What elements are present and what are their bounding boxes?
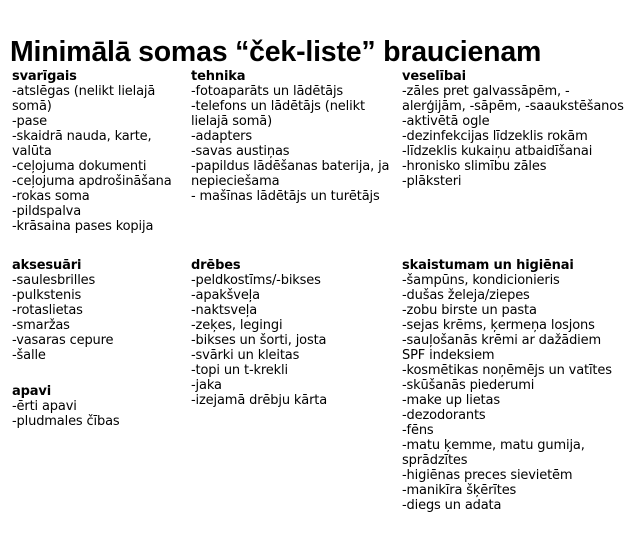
list-item: -higiēnas preces sievietēm: [402, 468, 573, 483]
list-item: -naktsveļa: [191, 303, 258, 318]
list-item: -saulesbrilles: [12, 273, 96, 288]
list-item: -zeķes, legingi: [191, 318, 283, 333]
list-item: -papildus lādēšanas baterija, ja nepieciešama: [191, 159, 390, 189]
list-item: -vasaras cepure: [12, 333, 114, 348]
list-item: -atslēgas (nelikt lielajā somā): [12, 84, 156, 114]
list-item: -diegs un adata: [402, 498, 502, 513]
list-item: -savas austiņas: [191, 144, 290, 159]
list-item: -rokas soma: [12, 189, 90, 204]
list-item: -jaka: [191, 378, 222, 393]
section-heading: veselībai: [402, 69, 466, 84]
list-item: -šampūns, kondicionieris: [402, 273, 560, 288]
list-item: -fotoaparāts un lādētājs: [191, 84, 344, 99]
list-item: -krāsaina pases kopija: [12, 219, 154, 234]
section-veseliba: [402, 69, 627, 189]
section-drebes: [191, 258, 396, 408]
item-list: [191, 273, 396, 408]
list-item: -aktivētā ogle: [402, 114, 490, 129]
item-list: [402, 84, 627, 189]
list-item: -hronisko slimību zāles: [402, 159, 547, 174]
section-heading: skaistumam un higiēnai: [402, 258, 574, 273]
item-list: [191, 84, 396, 204]
section-heading: apavi: [12, 384, 52, 399]
item-list: [12, 273, 190, 363]
item-list: [402, 273, 627, 513]
list-item: -izejamā drēbju kārta: [191, 393, 328, 408]
list-item: -ērti apavi: [12, 399, 77, 414]
list-item: - mašīnas lādētājs un turētājs: [191, 189, 380, 204]
list-item: -pildspalva: [12, 204, 82, 219]
list-item: -skaidrā nauda, karte, valūta: [12, 129, 152, 159]
list-item: -rotaslietas: [12, 303, 83, 318]
list-item: -pludmales čības: [12, 414, 120, 429]
list-item: -kosmētikas noņēmējs un vatītes: [402, 363, 612, 378]
list-item: -dezodorants: [402, 408, 486, 423]
list-item: -zāles pret galvassāpēm, -alerģijām, -sāpēm, -saaukstēšanos: [402, 84, 624, 114]
section-apavi: [12, 384, 190, 429]
list-item: -ceļojuma dokumenti: [12, 159, 147, 174]
section-heading: drēbes: [191, 258, 241, 273]
section-tehnika: [191, 69, 396, 204]
list-item: -pase: [12, 114, 47, 129]
section-svarigais: [12, 69, 190, 234]
list-item: -dezinfekcijas līdzeklis rokām: [402, 129, 588, 144]
list-item: -adapters: [191, 129, 252, 144]
list-item: -skūšanās piederumi: [402, 378, 535, 393]
section-heading: svarīgais: [12, 69, 77, 84]
list-item: -pulkstenis: [12, 288, 82, 303]
page-title: Minimālā somas “ček-liste” braucienam: [10, 36, 542, 68]
list-item: -peldkostīms/-bikses: [191, 273, 321, 288]
section-heading: tehnika: [191, 69, 246, 84]
list-item: -topi un t-krekli: [191, 363, 288, 378]
list-item: -matu ķemme, matu gumija, sprādzītes: [402, 438, 585, 468]
section-heading: aksesuāri: [12, 258, 82, 273]
list-item: -telefons un lādētājs (nelikt lielajā somā): [191, 99, 365, 129]
list-item: -zobu birste un pasta: [402, 303, 537, 318]
list-item: -smaržas: [12, 318, 70, 333]
section-aksesuari: [12, 258, 190, 363]
list-item: -apakšveļa: [191, 288, 260, 303]
list-item: -bikses un šorti, josta: [191, 333, 327, 348]
list-item: -līdzeklis kukaiņu atbaidīšanai: [402, 144, 593, 159]
list-item: -sejas krēms, ķermeņa losjons: [402, 318, 595, 333]
item-list: [12, 399, 190, 429]
list-item: -make up lietas: [402, 393, 500, 408]
list-item: -dušas želeja/ziepes: [402, 288, 530, 303]
list-item: -fēns: [402, 423, 434, 438]
list-item: -manikīra šķērītes: [402, 483, 517, 498]
item-list: [12, 84, 190, 234]
list-item: -šalle: [12, 348, 46, 363]
list-item: -plāksteri: [402, 174, 462, 189]
list-item: -sauļošanās krēmi ar dažādiem SPF indeksiem: [402, 333, 601, 363]
list-item: -ceļojuma apdrošināšana: [12, 174, 172, 189]
section-skaistums: [402, 258, 627, 513]
list-item: -svārki un kleitas: [191, 348, 300, 363]
